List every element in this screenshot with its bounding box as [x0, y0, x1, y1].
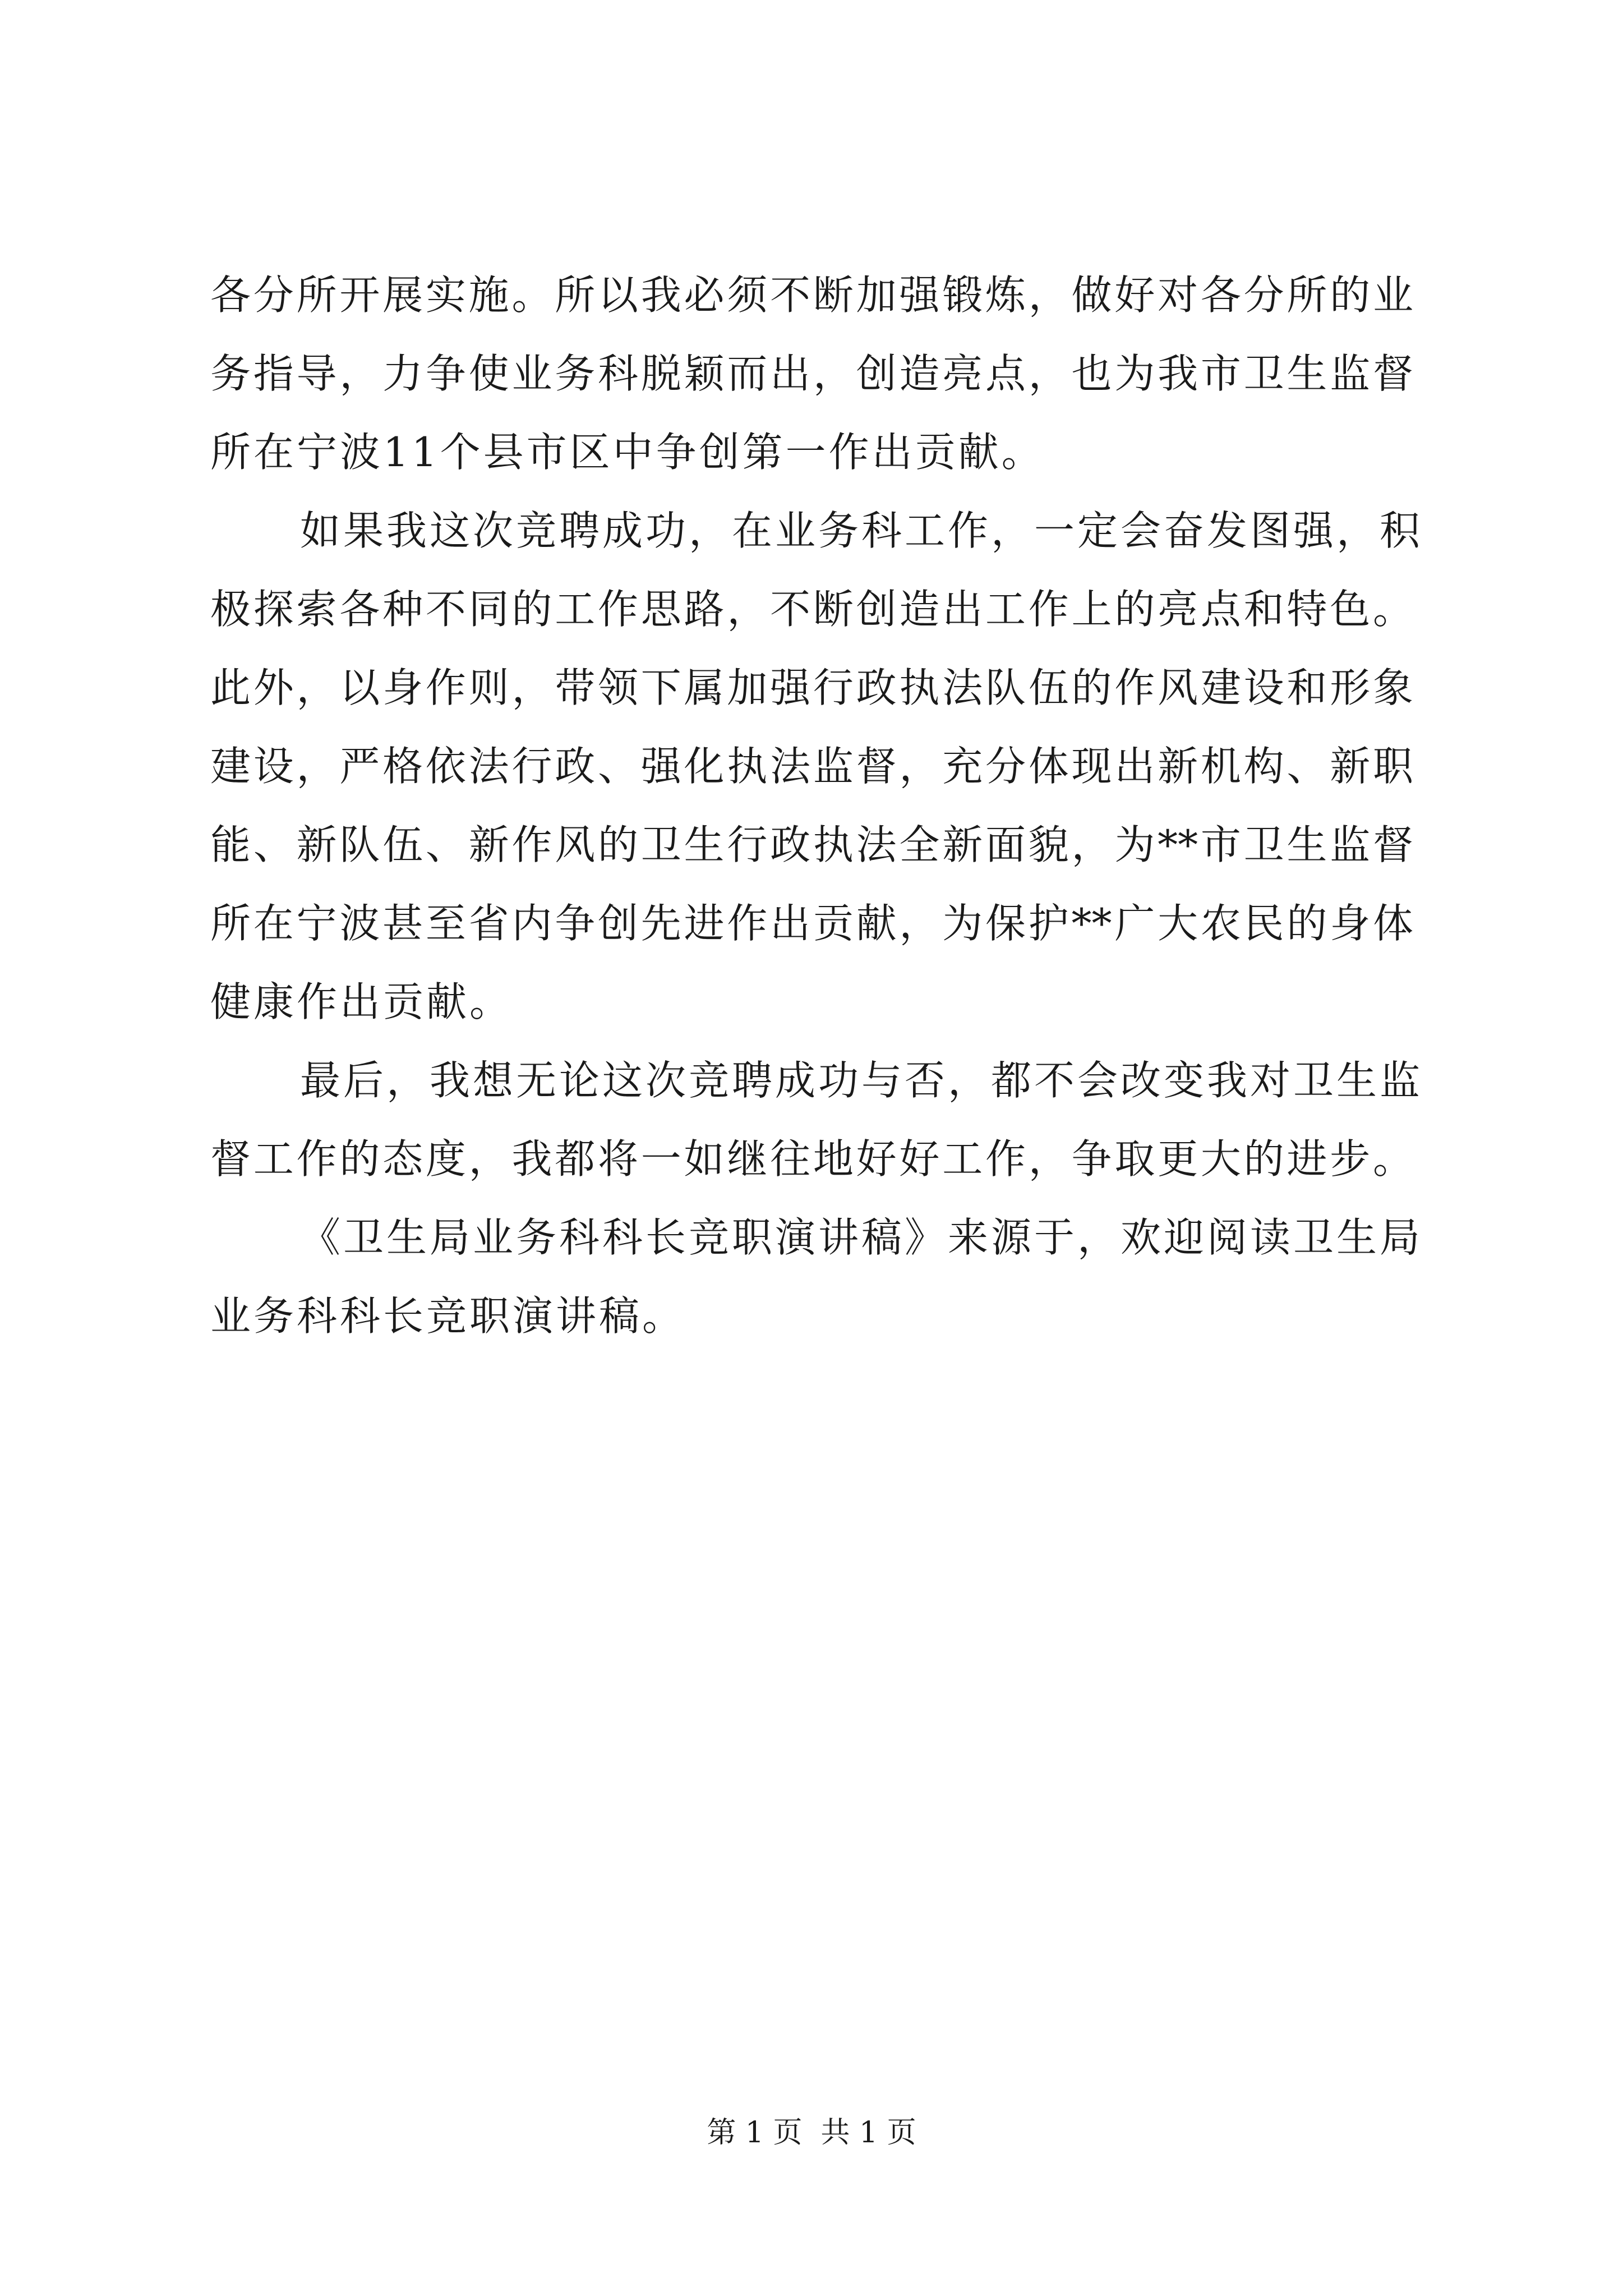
text-line: 此外，以身作则，带领下属加强行政执法队伍的作风建设和形象 [210, 664, 1413, 711]
text-line: 务指导，力争使业务科脱颖而出，创造亮点，也为我市卫生监督 [210, 350, 1413, 397]
text-line: 各分所开展实施。所以我必须不断加强锻炼，做好对各分所的业 [210, 272, 1413, 319]
text-line: 督工作的态度，我都将一如继往地好好工作，争取更大的进步。 [210, 1135, 1413, 1182]
paragraph-first-line: 《卫生局业务科科长竞职演讲稿》来源于，欢迎阅读卫生局 [300, 1214, 1423, 1261]
text-line: 极探索各种不同的工作思路，不断创造出工作上的亮点和特色。 [210, 586, 1413, 633]
text-line: 所在宁波11个县市区中争创第一作出贡献。 [210, 429, 1045, 476]
text-line: 所在宁波甚至省内争创先进作出贡献，为保护**广大农民的身体 [210, 900, 1413, 947]
text-line: 健康作出贡献。 [210, 978, 513, 1025]
text-line: 能、新队伍、新作风的卫生行政执法全新面貌，为**市卫生监督 [210, 821, 1413, 868]
paragraph-first-line: 最后，我想无论这次竞聘成功与否，都不会改变我对卫生监 [300, 1057, 1423, 1104]
paragraph-first-line: 如果我这次竞聘成功，在业务科工作，一定会奋发图强，积 [300, 507, 1423, 554]
page-number-footer: 第 1 页 共 1 页 [707, 2116, 916, 2150]
text-line: 业务科科长竞职演讲稿。 [210, 1292, 686, 1340]
text-line: 建设，严格依法行政、强化执法监督，充分体现出新机构、新职 [210, 743, 1413, 790]
